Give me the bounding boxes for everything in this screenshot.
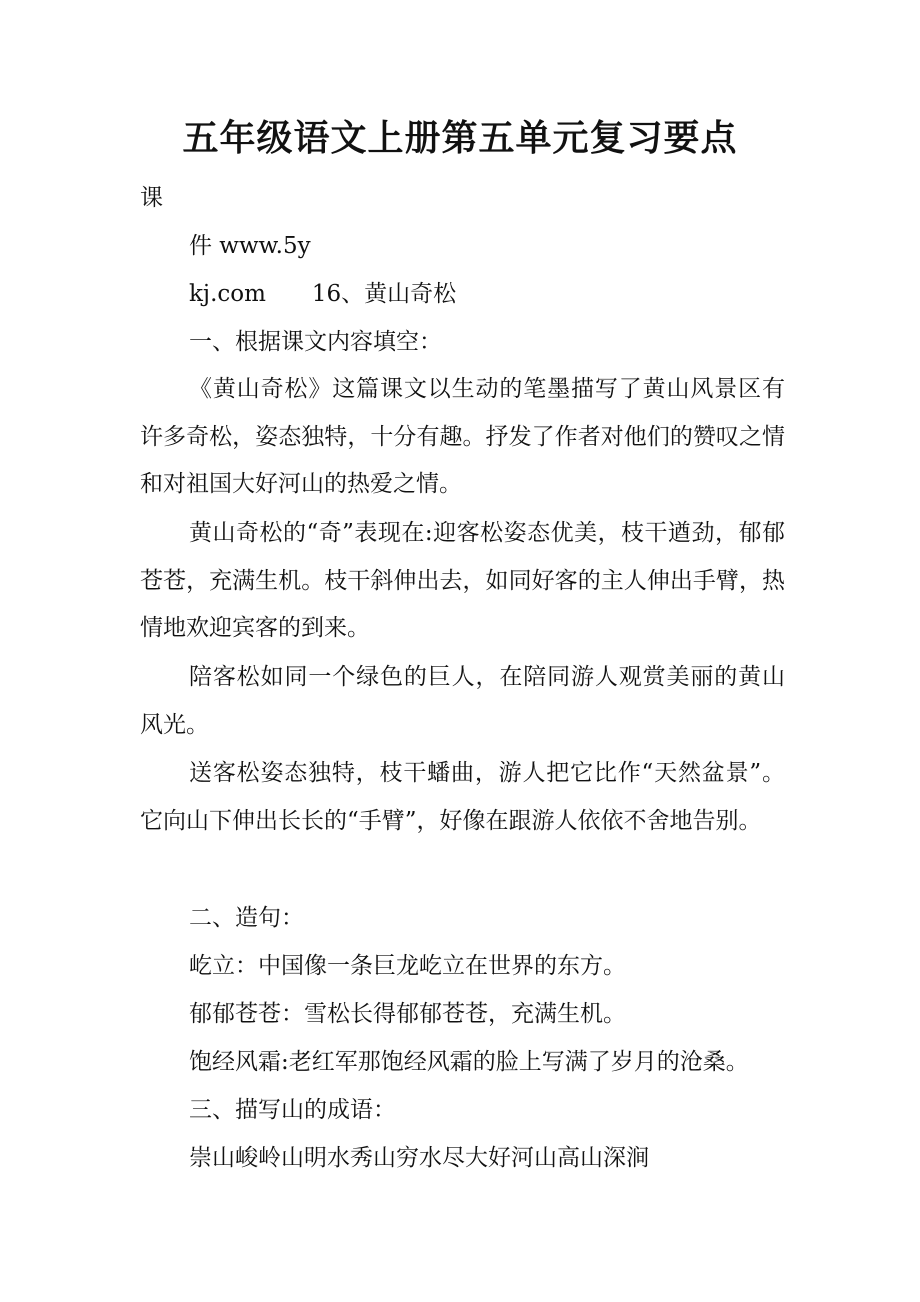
section-heading-3: 三、描写山的成语： (189, 1097, 396, 1123)
document-title: 五年级语文上册第五单元复习要点 (182, 117, 738, 159)
paragraph-2: 黄山奇松的“奇”表现在:迎客松姿态优美，枝干遒劲，郁郁苍苍，充满生机。枝干斜伸出去，如同好客的主人伸出手臂，热情地欢迎宾客的到来。 (140, 520, 785, 642)
idiom-list: 崇山峻岭山明水秀山穷水尽大好河山高山深涧 (189, 1145, 649, 1171)
text-line-2: 件 www.5y (189, 233, 311, 259)
section-heading-2: 二、造句： (189, 905, 304, 931)
paragraph-3: 陪客松如同一个绿色的巨人，在陪同游人观赏美丽的黄山风光。 (140, 664, 785, 738)
sentence-example-2: 郁郁苍苍：雪松长得郁郁苍苍，充满生机。 (189, 1001, 626, 1027)
section-heading-1: 一、根据课文内容填空： (189, 329, 442, 355)
text-line-3: kj.com 16、黄山奇松 (189, 281, 457, 307)
sentence-example-3: 饱经风霜:老红军那饱经风霜的脸上写满了岁月的沧桑。 (189, 1049, 749, 1075)
paragraph-1: 《黄山奇松》这篇课文以生动的笔墨描写了黄山风景区有许多奇松，姿态独特，十分有趣。抒发了作者对他们的赞叹之情和对祖国大好河山的热爱之情。 (140, 376, 785, 498)
paragraph-4: 送客松姿态独特，枝干蟠曲，游人把它比作“天然盆景”。它向山下伸出长长的“手臂”，好像在跟游人依依不舍地告别。 (140, 760, 785, 834)
sentence-example-1: 屹立：中国像一条巨龙屹立在世界的东方。 (189, 953, 626, 979)
text-line-1: 课 (140, 185, 163, 211)
